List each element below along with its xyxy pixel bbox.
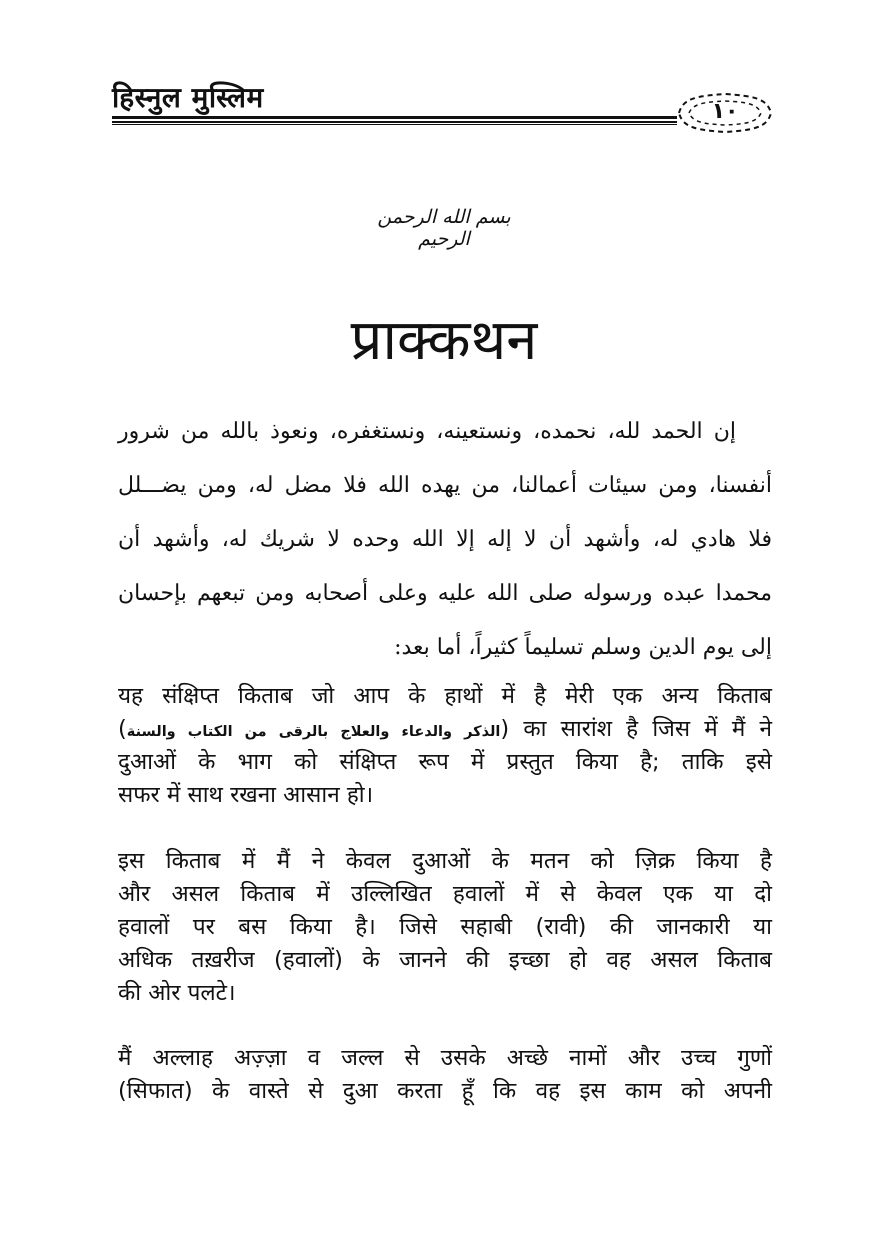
basmala-text: بسم الله الرحمن الرحيم [377, 206, 511, 250]
paragraph-dua [118, 1042, 772, 1108]
text-line: की ओर पलटे। [118, 980, 236, 1006]
paragraph-method [118, 845, 772, 1010]
header-rule [112, 124, 677, 125]
paren: ( [118, 716, 127, 742]
arabic-line: أنفسنا، ومن سيئات أعمالنا، من يهده الله فلا مضل له، ومن يضـــلل [118, 473, 772, 498]
arabic-line: محمدا عبده ورسوله صلى الله عليه وعلى أصحابه ومن تبعهم بإحسان [118, 581, 772, 606]
page-number: ١٠ [711, 99, 739, 124]
text-line: मैं अल्लाह अज़्ज़ा व जल्ल से उसके अच्छे नामों और उच्च गुणों [118, 1045, 772, 1071]
book-title: हिस्नुल मुस्लिम [112, 81, 264, 114]
arabic-book-title: الذكر والدعاء والعلاج بالرقى من الكتاب والسنة [126, 724, 501, 740]
arabic-khutbah [118, 405, 772, 675]
text-line [118, 713, 772, 746]
text-line: सफर में साथ रखना आसान हो। [118, 782, 374, 808]
arabic-line: إلى يوم الدين وسلم تسليماً كثيراً، أما بعد: [394, 635, 772, 660]
text-line: हवालों पर बस किया है। जिसे सहाबी (रावी) की जानकारी या [118, 914, 772, 940]
paragraph-intro [118, 680, 772, 812]
text-line: इस किताब में मैं ने केवल दुआओं के मतन को ज़िक्र किया है [118, 848, 772, 874]
arabic-line: فلا هادي له، وأشهد أن لا إله إلا الله وحده لا شريك له، وأشهد أن [118, 527, 772, 552]
page-title: प्राक्कथन [350, 308, 538, 373]
header-rule [112, 121, 677, 123]
page-number-badge [677, 88, 773, 138]
text-line: दुआओं के भाग को संक्षिप्त रूप में प्रस्तुत किया है; ताकि इसे [118, 749, 772, 775]
header-rule [112, 116, 677, 119]
arabic-line: إن الحمد لله، نحمده، ونستعينه، ونستغفره، ونعوذ بالله من شرور [118, 419, 736, 444]
page-header [112, 78, 772, 148]
basmala-calligraphy [364, 198, 524, 250]
text-line: अधिक तख़रीज (हवालों) के जानने की इच्छा हो वह असल किताब [118, 947, 772, 973]
text-fragment: ) का सारांश है जिस में मैं ने [500, 716, 772, 742]
text-line: यह संक्षिप्त किताब जो आप के हाथों में है मेरी एक अन्य किताब [118, 683, 772, 709]
text-line: (सिफात) के वास्ते से दुआ करता हूँ कि वह इस काम को अपनी [118, 1078, 772, 1104]
text-line: और असल किताब में उल्लिखित हवालों में से केवल एक या दो [118, 881, 772, 907]
